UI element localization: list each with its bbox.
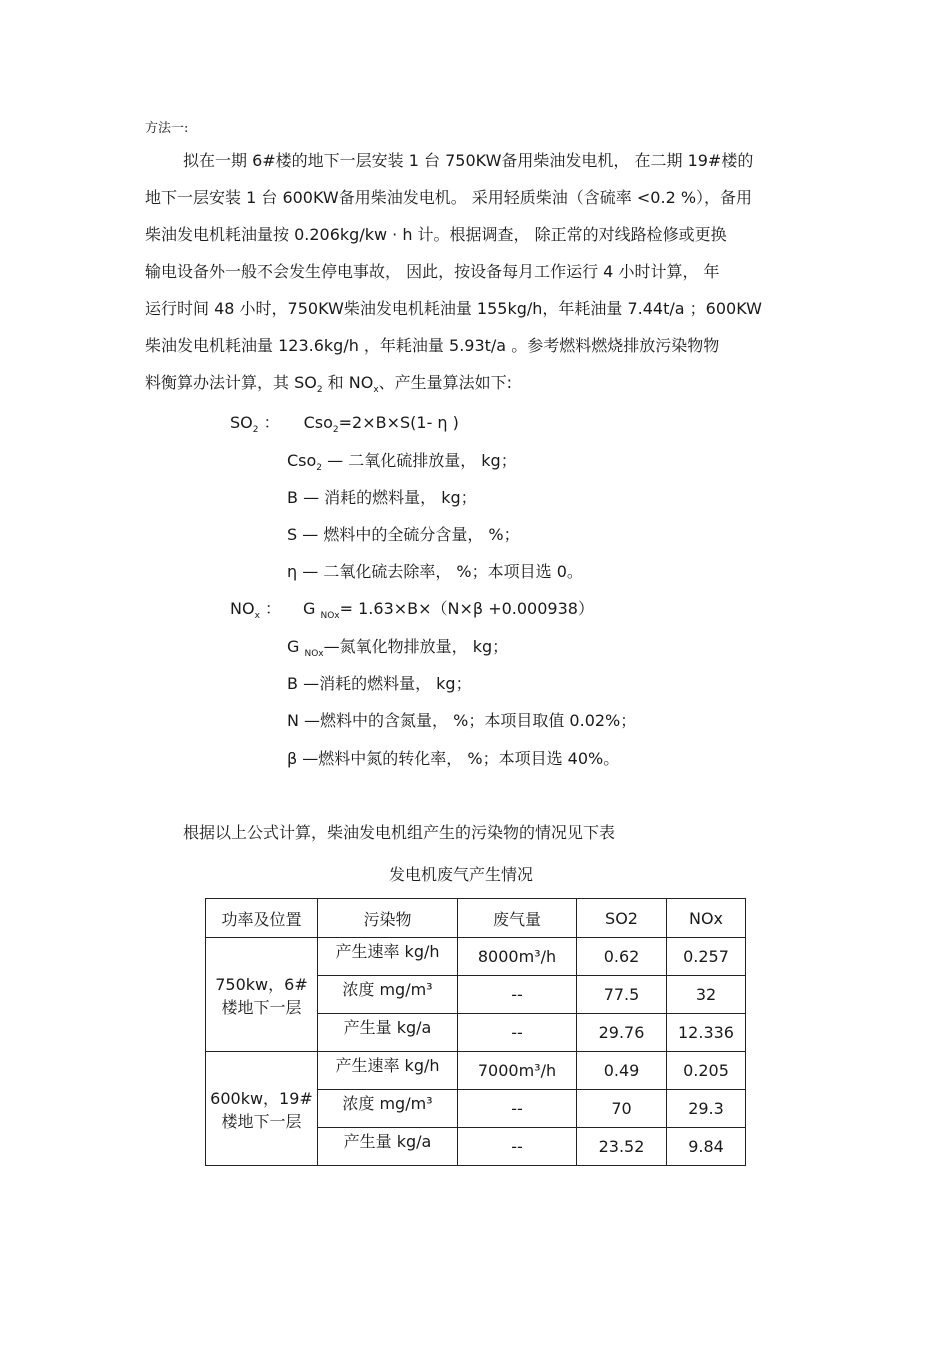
nox-cell: 32: [667, 976, 746, 1014]
table-caption: 发电机废气产生情况: [389, 865, 534, 884]
location-cell: [206, 1052, 318, 1166]
so2-def-s: S — 燃料中的全硫分含量， %；: [287, 525, 520, 544]
nox-cell: 0.205: [667, 1052, 746, 1090]
so2-cell: 0.49: [577, 1052, 667, 1090]
nox-def-beta: β —燃料中氮的转化率， %；本项目选 40%。: [287, 749, 620, 768]
pollutant-cell: 产生速率 kg/h: [318, 938, 458, 976]
nox-cell: 0.257: [667, 938, 746, 976]
pollutant-cell: 浓度 mg/m³: [318, 976, 458, 1014]
so2-cell: 70: [577, 1090, 667, 1128]
so2-cell: 0.62: [577, 938, 667, 976]
paragraph-line-1: 拟在一期 6#楼的地下一层安装 1 台 750KW备用柴油发电机， 在二期 19#楼的: [183, 151, 754, 170]
pollutant-cell: 浓度 mg/m³: [318, 1090, 458, 1128]
emissions-table: [205, 898, 746, 1166]
header-nox: NOx: [667, 899, 746, 938]
header-pollutant: 污染物: [318, 899, 458, 938]
nox-def-gnox: G $_{NOx}$—氮氧化物排放量， kg；: [287, 637, 509, 660]
paragraph-line-4: 输电设备外一般不会发生停电事故， 因此，按设备每月工作运行 4 小时计算， 年: [145, 262, 720, 281]
paragraph-line-5: 运行时间 48 小时，750KW柴油发电机耗油量 155kg/h，年耗油量 7.44t/a ；600KW: [145, 299, 762, 318]
header-gas-volume: 废气量: [458, 899, 577, 938]
so2-def-eta: η — 二氧化硫去除率， %；本项目选 0。: [287, 562, 583, 581]
gas-volume-cell: 8000m³/h: [458, 938, 577, 976]
nox-cell: 12.336: [667, 1014, 746, 1052]
nox-def-n: N —燃料中的含氮量， %；本项目取值 0.02%；: [287, 711, 637, 730]
location-line: 楼地下一层: [221, 997, 302, 1017]
pollutant-cell: 产生量 kg/a: [318, 1014, 458, 1052]
location-cell: [206, 938, 318, 1052]
location-line: 楼地下一层: [221, 1111, 302, 1131]
header-so2: SO2: [577, 899, 667, 938]
table-intro: 根据以上公式计算，柴油发电机组产生的污染物的情况见下表: [183, 823, 616, 842]
header-location: 功率及位置: [206, 899, 318, 938]
so2-cell: 29.76: [577, 1014, 667, 1052]
paragraph-line-3: 柴油发电机耗油量按 0.206kg/kw · h 计。根据调查， 除正常的对线路检修或更换: [145, 225, 727, 244]
table-row: [206, 1052, 746, 1090]
method-label: 方法一:: [145, 121, 189, 136]
so2-formula: $SO_2$ ： Cso$_2$=2×B×S(1- η ): [230, 413, 459, 436]
nox-cell: 29.3: [667, 1090, 746, 1128]
gas-volume-cell: --: [458, 1014, 577, 1052]
location-line: 750kw，6#: [215, 974, 308, 994]
paragraph-line-2: 地下一层安装 1 台 600KW备用柴油发电机。 采用轻质柴油（含硫率 <0.2 %），备用: [145, 188, 753, 207]
gas-volume-cell: --: [458, 1128, 577, 1166]
gas-volume-cell: 7000m³/h: [458, 1052, 577, 1090]
pollutant-cell: 产生速率 kg/h: [318, 1052, 458, 1090]
so2-cell: 77.5: [577, 976, 667, 1014]
gas-volume-cell: --: [458, 1090, 577, 1128]
paragraph-line-7: 料衡算办法计算，其 $SO_2$ 和 $NO_x$、产生量算法如下:: [145, 373, 513, 396]
so2-cell: 23.52: [577, 1128, 667, 1166]
table-header-row: [206, 899, 746, 938]
nox-formula: $NO_x$ ： G $_{NOx}$= 1.63×B×（N×β +0.000938）: [230, 599, 594, 622]
table-row: [206, 938, 746, 976]
pollutant-cell: 产生量 kg/a: [318, 1128, 458, 1166]
location-line: 600kw，19#: [210, 1088, 313, 1108]
nox-cell: 9.84: [667, 1128, 746, 1166]
gas-volume-cell: --: [458, 976, 577, 1014]
nox-def-b: B —消耗的燃料量， kg；: [287, 674, 472, 693]
so2-def-cso2: Cso$_2$ — 二氧化硫排放量， kg；: [287, 451, 517, 474]
paragraph-line-6: 柴油发电机耗油量 123.6kg/h ，年耗油量 5.93t/a 。参考燃料燃烧排放污染物物: [145, 336, 720, 355]
so2-def-b: B — 消耗的燃料量， kg；: [287, 488, 477, 507]
